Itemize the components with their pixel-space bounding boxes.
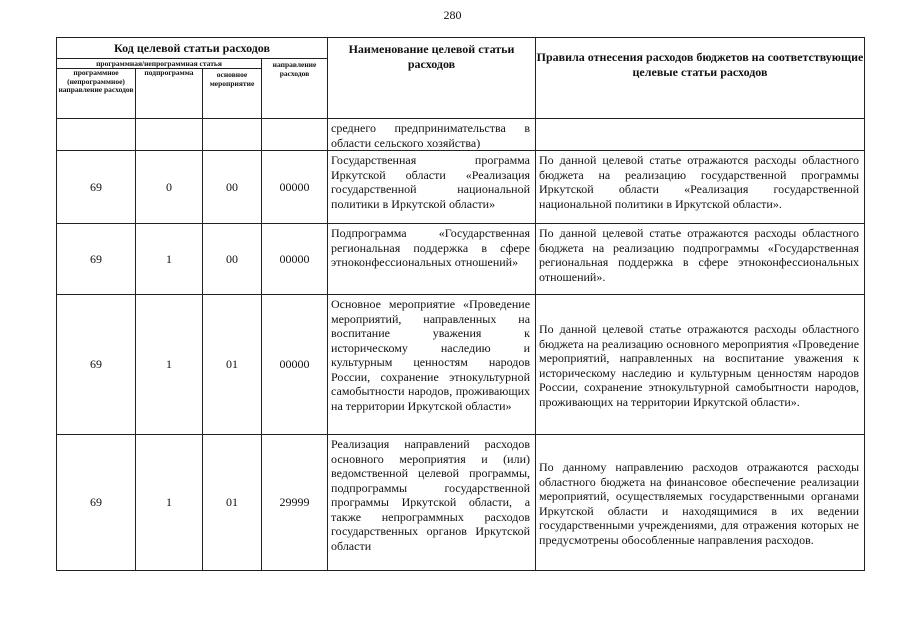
article-name-cell: Реализация направлений расходов основного мероприятия и (или) ведомственной целевой программы, подпрограммы государственной программы Иркутской области, а также непрограммных расходов государственных органов Иркутской области xyxy=(328,435,536,571)
program-cell: 69 xyxy=(57,295,136,435)
direction-column-header: направление расходов xyxy=(262,59,328,119)
subprogram-column-header: подпрограмма xyxy=(136,69,203,119)
name-column-header: Наименование целевой статьи расходов xyxy=(328,38,536,119)
table-row xyxy=(57,224,865,295)
article-rule-cell: По данной целевой статье отражаются расходы областного бюджета на реализацию государственной программы Иркутской области «Реализация государственной национальной политики в Иркутской области». xyxy=(536,151,865,224)
rules-column-header: Правила отнесения расходов бюджетов на соответствующие целевые статьи расходов xyxy=(536,38,865,119)
article-name-cell: среднего предпринимательства в области сельского хозяйства) xyxy=(328,119,536,151)
subprogram-cell: 0 xyxy=(136,151,203,224)
article-rule-cell: По данному направлению расходов отражаются расходы областного бюджета на финансовое обеспечение реализации мероприятий, осуществляемых государственными органами Иркутской области и находящимися в их ведении государственными учреждениями, для отражения которых не предусмотрены обособленные направления расходов. xyxy=(536,435,865,571)
program-cell: 69 xyxy=(57,151,136,224)
direction-cell: 00000 xyxy=(262,151,328,224)
activity-cell: 01 xyxy=(203,295,262,435)
program-cell: 69 xyxy=(57,435,136,571)
activity-column-header: основное мероприятие xyxy=(203,69,262,119)
table-row xyxy=(57,151,865,224)
direction-cell: 00000 xyxy=(262,224,328,295)
activity-cell: 00 xyxy=(203,224,262,295)
direction-cell: 00000 xyxy=(262,295,328,435)
article-name-cell: Подпрограмма «Государственная региональная поддержка в сфере этноконфессиональных отношений» xyxy=(328,224,536,295)
table-row xyxy=(57,295,865,435)
article-rule-cell: По данной целевой статье отражаются расходы областного бюджета на реализацию основного мероприятия «Проведение мероприятий, направленных на воспитание уважения к историческому наследию и культурным ценностям народов России, сохранение этнокультурной самобытности народов, проживающих на территории Иркутской области». xyxy=(536,295,865,435)
page-number: 280 xyxy=(443,8,462,22)
program-cell xyxy=(57,119,136,151)
table-row xyxy=(57,435,865,571)
subprogram-cell xyxy=(136,119,203,151)
article-rule-cell xyxy=(536,119,865,151)
article-name-cell: Основное мероприятие «Проведение мероприятий, направленных на воспитание уважения к историческому наследию и культурным ценностям народов России, сохранение этнокультурной самобытности народов, проживающих на территории Иркутской области» xyxy=(328,295,536,435)
activity-cell: 00 xyxy=(203,151,262,224)
code-group-header: Код целевой статьи расходов xyxy=(57,38,328,59)
program-column-header: программное (непрограммное) направление расходов xyxy=(57,69,136,119)
article-name-cell: Государственная программа Иркутской области «Реализация государственной национальной политики в Иркутской области» xyxy=(328,151,536,224)
subprogram-cell: 1 xyxy=(136,435,203,571)
direction-cell xyxy=(262,119,328,151)
direction-cell: 29999 xyxy=(262,435,328,571)
subprogram-cell: 1 xyxy=(136,295,203,435)
activity-cell: 01 xyxy=(203,435,262,571)
table-row xyxy=(57,119,865,151)
subprogram-cell: 1 xyxy=(136,224,203,295)
budget-articles-table xyxy=(56,37,865,571)
article-rule-cell: По данной целевой статье отражаются расходы областного бюджета на реализацию подпрограммы «Государственная региональная поддержка в сфере этноконфессиональных отношений». xyxy=(536,224,865,295)
program-group-header: программная/непрограммная статья xyxy=(57,59,262,69)
activity-cell xyxy=(203,119,262,151)
program-cell: 69 xyxy=(57,224,136,295)
